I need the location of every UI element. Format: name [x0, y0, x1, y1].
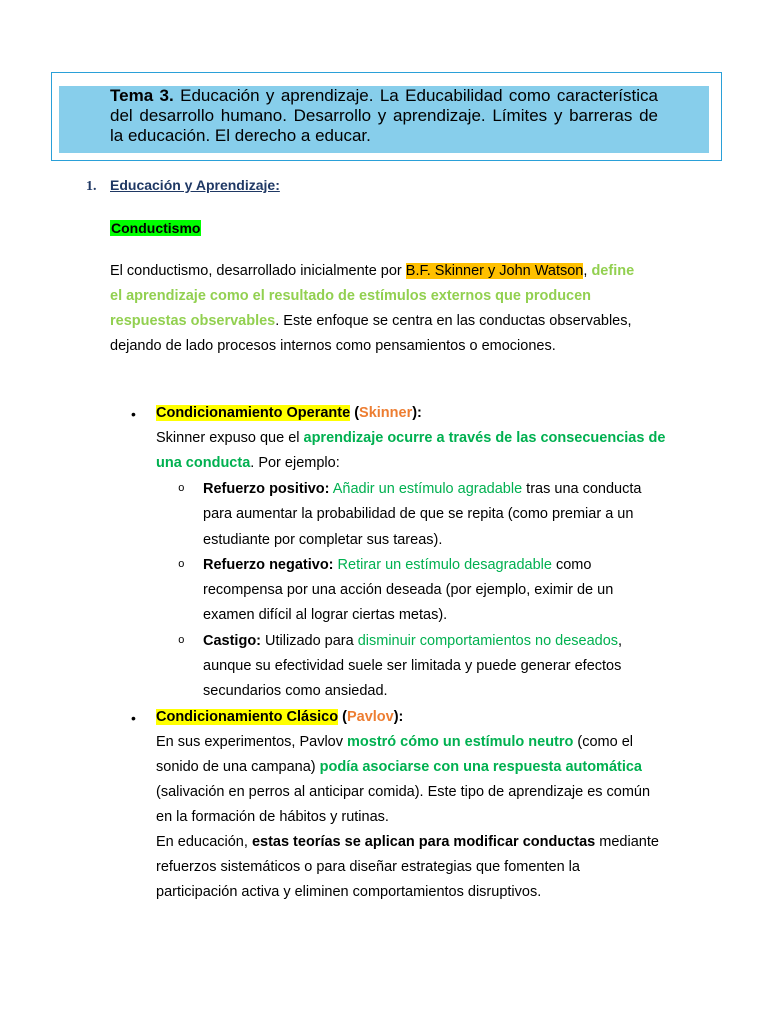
classical-text-2: (como el sonido de una campana) [156, 734, 634, 775]
classical-text-3: (salivación en perros al anticipar comida). Este tipo de aprendizaje es común en la formación de hábitos y rutinas. [156, 784, 651, 825]
classical-text-4: En educación, [156, 834, 252, 850]
subheading-conductismo: Conductismo [111, 220, 201, 236]
item-rest-text: como recompensa por una acción deseada (por ejemplo, eximir de un examen difícil al lograr ciertas metas). [203, 556, 614, 624]
item-green-text: Retirar un estímulo desagradable [337, 556, 552, 573]
intro-authors: B.F. Skinner y John Watson [405, 263, 584, 279]
classical-title: Condicionamiento Clásico [156, 709, 339, 725]
section-heading [86, 177, 280, 195]
item-label: Refuerzo positivo: [203, 481, 330, 497]
section-number: 1. [86, 179, 97, 194]
item-label: Refuerzo negativo: [203, 556, 334, 573]
classical-close: ): [393, 709, 404, 725]
title-topic-number: Tema 3. [110, 86, 174, 105]
intro-text-2: , [583, 263, 592, 279]
item-pre-text: Utilizado para [261, 632, 358, 649]
item-green-text: Añadir un estímulo agradable [332, 481, 523, 497]
classical-green-1: mostró cómo un estímulo neutro [347, 734, 574, 750]
list-item-refuerzo-positivo [178, 477, 658, 553]
operant-author: Skinner [359, 405, 413, 421]
list-item-castigo [178, 629, 658, 705]
item-label: Castigo: [203, 632, 261, 649]
list-marker: o [178, 483, 185, 495]
classical-block [156, 705, 661, 905]
operant-close: ): [412, 405, 422, 421]
operant-text-b: . Por ejemplo: [250, 455, 340, 471]
classical-text-5: mediante refuerzos sistemáticos o para diseñar estrategias que fomenten la participación activa y eliminen comportamientos disruptivos. [156, 834, 659, 900]
item-rest-text: , aunque su efectividad suele ser limitada y puede generar efectos secundarios como ansiedad. [203, 632, 623, 700]
intro-text-3: . Este enfoque se centra en las conductas observables, dejando de lado procesos internos como pensamientos o emociones. [110, 313, 632, 354]
item-rest-text: tras una conducta para aumentar la probabilidad de que se repita (como premiar a un estudiante por completar sus tareas). [203, 481, 642, 548]
intro-paragraph [110, 259, 650, 359]
intro-definition: define el aprendizaje como el resultado de estímulos externos que producen respuestas observables [110, 263, 635, 329]
title-topic-text: Educación y aprendizaje. La Educabilidad como característica del desarrollo humano. Desarrollo y aprendizaje. Límites y barreras de la educación. El derecho a educar. [110, 86, 658, 145]
section-title: Educación y Aprendizaje: [110, 177, 280, 193]
list-item-refuerzo-negativo [178, 553, 658, 629]
classical-bold-1: estas teorías se aplican para modificar conductas [251, 834, 596, 850]
classical-text-1: En sus experimentos, Pavlov [156, 734, 348, 750]
list-marker: o [178, 558, 185, 571]
operant-highlight: aprendizaje ocurre a través de las consecuencias de una conducta [156, 430, 666, 471]
classical-green-2: podía asociarse con una respuesta automática [319, 759, 642, 775]
bullet-classical: • [131, 710, 136, 726]
operant-block [156, 401, 676, 476]
classical-open: ( [338, 709, 347, 725]
document-title [110, 86, 658, 146]
list-marker: o [178, 634, 185, 647]
operant-title: Condicionamiento Operante [156, 405, 351, 421]
operant-examples-list [178, 477, 658, 705]
operant-open: ( [350, 405, 360, 421]
classical-author: Pavlov [346, 709, 394, 725]
item-green-text: disminuir comportamientos no deseados [357, 632, 619, 649]
operant-text-a: Skinner expuso que el [156, 430, 304, 446]
intro-text-1: El conductismo, desarrollado inicialmente por [110, 263, 406, 279]
bullet-operant: • [131, 406, 136, 422]
